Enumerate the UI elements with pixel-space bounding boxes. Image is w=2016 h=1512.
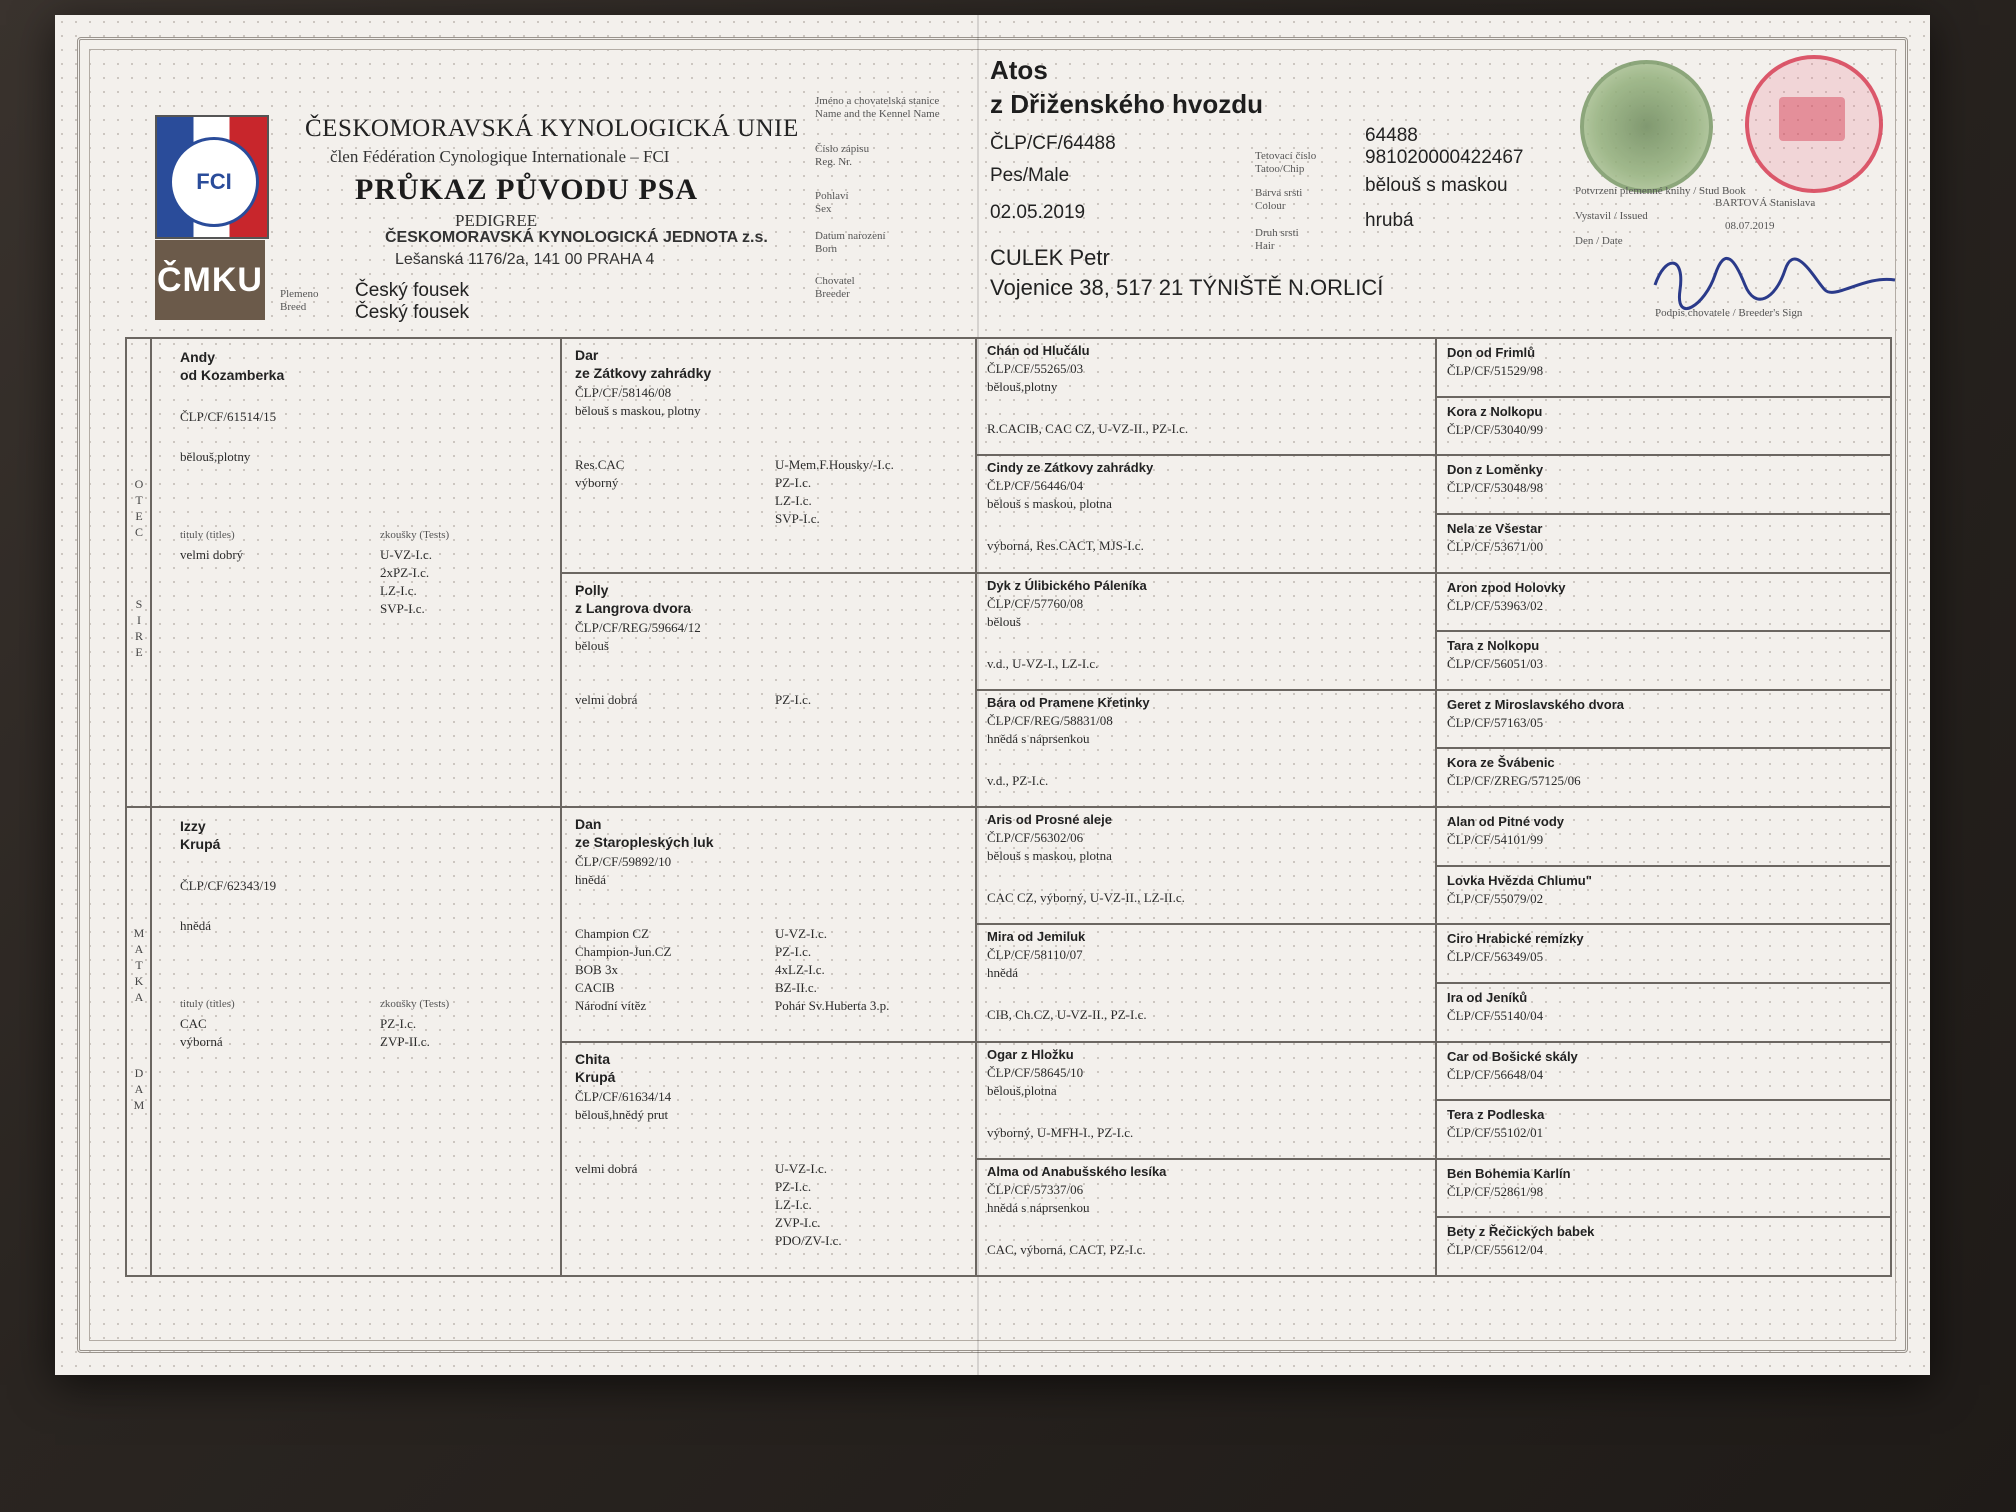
grid-row-s9 — [1435, 865, 1890, 867]
gen4-reg: ČLP/CF/57163/05 — [1447, 714, 1544, 730]
gen4-name: Lovka Hvězda Chlumu" — [1447, 872, 1592, 888]
gen4-reg: ČLP/CF/53048/98 — [1447, 480, 1544, 496]
dog-born: 02.05.2019 — [990, 202, 1086, 223]
gen2-test: LZ-I.c. — [775, 1196, 812, 1212]
grid-row-s2 — [1435, 454, 1890, 456]
club-address: Lešanská 1176/2a, 141 00 PRAHA 4 — [395, 251, 655, 268]
gen2-test: PDO/ZV-I.c. — [775, 1232, 842, 1248]
gen2-test: ZVP-I.c. — [775, 1214, 821, 1230]
gen4-name: Ben Bohemia Karlín — [1447, 1165, 1571, 1181]
grid-row-e3 — [975, 689, 1435, 691]
gen3-reg: ČLP/CF/56302/06 — [987, 830, 1084, 845]
gen2-test: PZ-I.c. — [775, 691, 812, 707]
gen4-name: Geret z Miroslavského dvora — [1447, 696, 1625, 712]
breeder-sign-label: Podpis chovatele / Breeder's Sign — [1655, 307, 1803, 319]
gen2-colour: bělouš,hnědý prut — [575, 1106, 669, 1122]
gen2-title: Národní vítěz — [575, 998, 647, 1013]
grid-row-s14 — [1435, 1158, 1890, 1160]
gen2-title: velmi dobrá — [575, 1160, 638, 1176]
gen3-name: Dyk z Úlibického Páleníka — [987, 577, 1147, 593]
gen1-dam-name1: Izzy — [180, 818, 206, 834]
sex-label: Pohlaví Sex — [815, 190, 849, 215]
gen4-reg: ČLP/CF/52861/98 — [1447, 1183, 1544, 1199]
gen3-name: Bára od Pramene Křetinky — [987, 694, 1150, 710]
issued-by: BARTOVÁ Stanislava — [1715, 197, 1816, 209]
gen4-reg: ČLP/CF/53671/00 — [1447, 538, 1544, 554]
grid-row-s8 — [1435, 806, 1890, 808]
side-sire: SIRE — [132, 597, 146, 661]
gen2-name1: Dar — [575, 347, 599, 363]
gen1-sire-tests-label: zkoušky (Tests) — [380, 529, 450, 541]
gen2-test: PZ-I.c. — [775, 475, 812, 490]
gen2-title: Res.CAC — [575, 457, 625, 472]
gen2-reg: ČLP/CF/58146/08 — [575, 385, 672, 400]
born-label: Datum narození Born — [815, 230, 886, 255]
red-stamp — [1745, 55, 1883, 193]
gen4-name: Car od Bošické skály — [1447, 1048, 1578, 1064]
grid-row-s13 — [1435, 1099, 1890, 1101]
gen2-test: PZ-I.c. — [775, 1178, 812, 1194]
green-stamp — [1580, 60, 1713, 193]
gen1-sire-name1: Andy — [180, 349, 215, 365]
gen3-reg: ČLP/CF/REG/58831/08 — [987, 712, 1113, 728]
grid-row-s11 — [1435, 982, 1890, 984]
grid-row-e2 — [975, 572, 1435, 574]
gen2-name2: Krupá — [575, 1068, 616, 1085]
gen4-reg: ČLP/CF/51529/98 — [1447, 363, 1544, 378]
fci-logo-text: FCI — [169, 137, 259, 227]
grid-row-s12 — [1435, 1041, 1890, 1043]
gen3-name: Alma od Anabušského lesíka — [987, 1163, 1167, 1179]
grid-bottom — [125, 1275, 1890, 1277]
gen4-name: Nela ze Všestar — [1447, 520, 1543, 536]
page-fold — [977, 15, 979, 1375]
gen1-dam-test: ZVP-II.c. — [380, 1034, 430, 1049]
grid-row-e5 — [975, 923, 1435, 925]
gen2-title: BOB 3x — [575, 962, 618, 977]
gen2-test: LZ-I.c. — [775, 493, 812, 508]
dog-chip: 981020000422467 — [1365, 147, 1524, 168]
gen3-extra: CAC, výborná, CACT, PZ-I.c. — [987, 1241, 1146, 1257]
gen4-reg: ČLP/CF/55612/04 — [1447, 1242, 1544, 1258]
gen2-test: U-Mem.F.Housky/-I.c. — [775, 457, 894, 472]
gen2-title: Champion CZ — [575, 926, 650, 941]
gen2-name1: Polly — [575, 581, 609, 598]
gen2-name2: ze Zátkovy zahrádky — [575, 365, 712, 381]
grid-row-s7 — [1435, 747, 1890, 749]
gen4-name: Kora ze Švábenic — [1447, 755, 1555, 771]
dog-name-1: Atos — [990, 55, 1048, 85]
gen2-test: U-VZ-I.c. — [775, 1160, 827, 1176]
hair-label: Druh srsti Hair — [1255, 227, 1299, 252]
colour-label: Barva srsti Colour — [1255, 187, 1303, 212]
gen1-sire-colour: bělouš,plotny — [180, 449, 251, 464]
gen1-dam-colour: hnědá — [180, 918, 212, 933]
gen3-colour: bělouš s maskou, plotna — [987, 848, 1112, 863]
gen3-name: Cindy ze Zátkovy zahrádky — [987, 460, 1154, 476]
issued-date: 08.07.2019 — [1725, 220, 1775, 232]
gen3-reg: ČLP/CF/55265/03 — [987, 361, 1084, 376]
gen1-dam-title: výborná — [180, 1034, 223, 1049]
gen4-reg: ČLP/CF/56648/04 — [1447, 1066, 1544, 1082]
cmku-logo: ČMKU — [155, 240, 265, 320]
org-member: člen Fédération Cynologique Internationale – FCI — [330, 147, 670, 166]
gen2-reg: ČLP/CF/59892/10 — [575, 854, 672, 869]
gen2-test: U-VZ-I.c. — [775, 926, 827, 941]
gen4-reg: ČLP/CF/56051/03 — [1447, 656, 1544, 672]
gen4-name: Bety z Řečických babek — [1447, 1224, 1595, 1240]
grid-row-q2 — [560, 806, 975, 808]
gen2-test: BZ-II.c. — [775, 980, 817, 995]
gen3-name: Aris od Prosné aleje — [987, 812, 1112, 827]
grid-row-e6 — [975, 1041, 1435, 1043]
gen4-name: Ciro Hrabické remízky — [1447, 931, 1584, 947]
grid-row-s4 — [1435, 572, 1890, 574]
gen4-reg: ČLP/CF/55079/02 — [1447, 890, 1544, 906]
doc-subtitle: PEDIGREE — [455, 211, 538, 230]
doc-title: PRŮKAZ PŮVODU PSA — [355, 173, 699, 206]
gen4-name: Ira od Jeníků — [1447, 989, 1528, 1005]
gen2-title: CACIB — [575, 980, 615, 995]
gen3-reg: ČLP/CF/58110/07 — [987, 947, 1083, 963]
gen4-reg: ČLP/CF/53040/99 — [1447, 421, 1544, 437]
breed-value-2: Český fousek — [355, 302, 470, 323]
gen1-dam-test: PZ-I.c. — [380, 1016, 417, 1031]
gen4-name: Aron zpod Holovky — [1447, 579, 1566, 595]
grid-row-s10 — [1435, 923, 1890, 925]
gen1-sire-test: SVP-I.c. — [380, 601, 425, 616]
org-name: ČESKOMORAVSKÁ KYNOLOGICKÁ UNIE — [305, 115, 799, 142]
side-matka: MATKA — [132, 926, 146, 1006]
breed-label: Plemeno Breed — [280, 288, 319, 313]
tattoo-label: Tetovací číslo Tatoo/Chip — [1255, 150, 1317, 175]
gen3-extra: výborná, Res.CACT, MJS-I.c. — [987, 538, 1144, 554]
gen1-sire-titles-label: tituly (titles) — [180, 529, 235, 541]
gen1-dam-name2: Krupá — [180, 836, 221, 852]
gen1-sire-title: velmi dobrý — [180, 547, 244, 562]
gen2-test: PZ-I.c. — [775, 944, 812, 959]
dog-sex: Pes/Male — [990, 165, 1070, 186]
gen1-dam-title: CAC — [180, 1016, 207, 1031]
gen4-name: Kora z Nolkopu — [1447, 403, 1543, 419]
gen4-reg: ČLP/CF/53963/02 — [1447, 597, 1544, 613]
grid-row-s1 — [1435, 396, 1890, 398]
gen4-name: Tara z Nolkopu — [1447, 638, 1540, 654]
gen2-name1: Chita — [575, 1050, 610, 1067]
gen2-name1: Dan — [575, 816, 602, 832]
gen4-reg: ČLP/CF/56349/05 — [1447, 949, 1544, 965]
gen2-colour: bělouš — [575, 637, 609, 653]
issued-label: Vystavil / Issued — [1575, 210, 1648, 222]
breed-value-1: Český fousek — [355, 280, 470, 301]
side-dam: DAM — [132, 1066, 146, 1114]
gen1-sire-test: LZ-I.c. — [380, 583, 417, 598]
dog-name-2: z Dřiženského hvozdu — [990, 89, 1264, 119]
date-label: Den / Date — [1575, 235, 1623, 247]
dog-colour: bělouš s maskou — [1365, 175, 1508, 196]
grid-row-q3 — [560, 1041, 975, 1043]
gen3-colour: hnědá — [987, 965, 1019, 981]
club-name: ČESKOMORAVSKÁ KYNOLOGICKÁ JEDNOTA z.s. — [385, 229, 768, 246]
gen3-colour: bělouš,plotny — [987, 379, 1058, 394]
breeder-label: Chovatel Breeder — [815, 275, 855, 300]
grid-row-q1 — [560, 572, 975, 574]
grid-row-s15 — [1435, 1216, 1890, 1218]
gen3-colour: hnědá s náprsenkou — [987, 730, 1090, 746]
gen4-name: Don z Loměnky — [1447, 462, 1544, 478]
side-otec: OTEC — [132, 477, 146, 541]
gen3-reg: ČLP/CF/57760/08 — [987, 595, 1084, 611]
gen4-name: Alan od Pitné vody — [1447, 814, 1565, 829]
gen3-colour: hnědá s náprsenkou — [987, 1199, 1090, 1215]
gen2-reg: ČLP/CF/61634/14 — [575, 1088, 672, 1104]
gen3-extra: CIB, Ch.CZ, U-VZ-II., PZ-I.c. — [987, 1007, 1147, 1023]
gen1-sire-name2: od Kozamberka — [180, 367, 285, 383]
grid-row-e4 — [975, 806, 1435, 808]
grid-top — [125, 337, 1890, 339]
gen1-dam-titles-label: tituly (titles) — [180, 998, 235, 1010]
gen3-reg: ČLP/CF/57337/06 — [987, 1181, 1084, 1197]
grid-right — [1890, 337, 1892, 1277]
gen3-extra: R.CACIB, CAC CZ, U-VZ-II., PZ-I.c. — [987, 421, 1189, 436]
grid-row-s3 — [1435, 513, 1890, 515]
gen2-colour: bělouš s maskou, plotny — [575, 403, 701, 418]
gen3-colour: bělouš,plotna — [987, 1082, 1057, 1098]
gen4-reg: ČLP/CF/55102/01 — [1447, 1125, 1544, 1141]
gen3-extra: v.d., U-VZ-I., LZ-I.c. — [987, 655, 1099, 671]
dog-breeder: CULEK Petr — [990, 245, 1110, 270]
gen3-reg: ČLP/CF/58645/10 — [987, 1064, 1084, 1080]
gen3-reg: ČLP/CF/56446/04 — [987, 478, 1084, 494]
pedigree-document — [55, 15, 1930, 1375]
gen3-colour: bělouš — [987, 613, 1021, 629]
gen1-sire-reg: ČLP/CF/61514/15 — [180, 409, 277, 424]
gen4-reg: ČLP/CF/ZREG/57125/06 — [1447, 773, 1581, 789]
gen1-dam-tests-label: zkoušky (Tests) — [380, 998, 450, 1010]
gen1-dam-reg: ČLP/CF/62343/19 — [180, 878, 277, 893]
gen3-name: Chán od Hlučálu — [987, 343, 1090, 358]
gen2-name2: z Langrova dvora — [575, 599, 691, 616]
signature-icon — [1645, 245, 1905, 315]
gen3-extra: výborný, U-MFH-I., PZ-I.c. — [987, 1124, 1134, 1140]
grid-row-s5 — [1435, 630, 1890, 632]
gen2-test: 4xLZ-I.c. — [775, 962, 825, 977]
gen2-title: Champion-Jun.CZ — [575, 944, 672, 959]
gen4-reg: ČLP/CF/54101/99 — [1447, 832, 1544, 847]
name-label: Jméno a chovatelská stanice Name and the Kennel Name — [815, 95, 940, 120]
gen1-sire-test: U-VZ-I.c. — [380, 547, 432, 562]
gen3-name: Mira od Jemiluk — [987, 929, 1086, 945]
grid-row-e1 — [975, 454, 1435, 456]
gen2-colour: hnědá — [575, 872, 607, 887]
gen4-reg: ČLP/CF/55140/04 — [1447, 1007, 1544, 1023]
gen2-name2: ze Staropleských luk — [575, 834, 714, 850]
studbook-label: Potvrzení plemenné knihy / Stud Book — [1575, 185, 1746, 197]
dog-address: Vojenice 38, 517 21 TÝNIŠTĚ N.ORLICÍ — [990, 275, 1384, 300]
fci-logo — [155, 115, 269, 239]
gen2-test: Pohár Sv.Huberta 3.p. — [775, 998, 890, 1013]
gen3-name: Ogar z Hložku — [987, 1046, 1074, 1062]
grid-row-e7 — [975, 1158, 1435, 1160]
gen1-sire-test: 2xPZ-I.c. — [380, 565, 430, 580]
dog-hair: hrubá — [1365, 210, 1414, 231]
gen2-title: výborný — [575, 475, 619, 490]
grid-row-s6 — [1435, 689, 1890, 691]
gen2-title: velmi dobrá — [575, 691, 638, 707]
gen2-reg: ČLP/CF/REG/59664/12 — [575, 619, 701, 635]
gen2-test: SVP-I.c. — [775, 511, 820, 526]
gen4-name: Don od Frimlů — [1447, 345, 1536, 360]
reg-label: Číslo zápisu Reg. Nr. — [815, 143, 870, 168]
gen3-extra: CAC CZ, výborný, U-VZ-II., LZ-II.c. — [987, 890, 1185, 905]
gen4-name: Tera z Podleska — [1447, 1107, 1545, 1123]
dog-tattoo: 64488 — [1365, 125, 1418, 146]
dog-reg: ČLP/CF/64488 — [990, 133, 1116, 154]
gen3-colour: bělouš s maskou, plotna — [987, 496, 1112, 512]
gen3-extra: v.d., PZ-I.c. — [987, 772, 1049, 788]
